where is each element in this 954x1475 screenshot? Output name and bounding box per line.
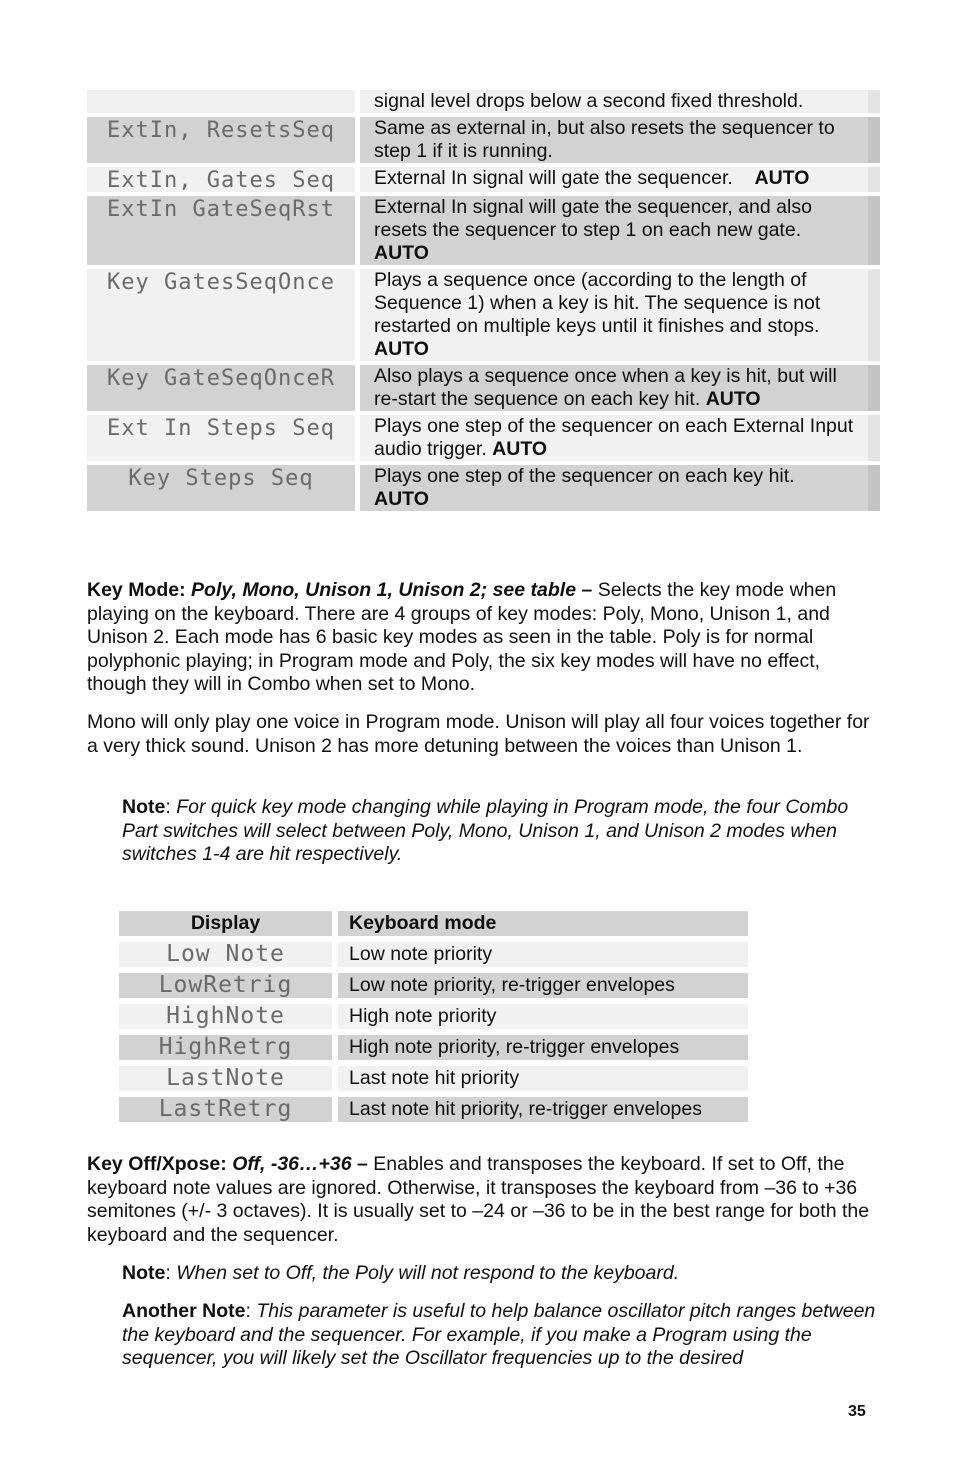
- page-number: 35: [848, 1403, 866, 1420]
- lcd-display-cell: Ext In Steps Seq: [87, 415, 355, 461]
- lcd-display-cell: LowRetrig: [119, 973, 332, 998]
- table-row: [119, 1066, 748, 1091]
- column-header-display: Display: [119, 911, 332, 936]
- lcd-display-cell: HighRetrg: [119, 1035, 332, 1060]
- description-cell: Also plays a sequence once when a key is hit, but will re-start the sequence on each key hit. AUTO: [360, 365, 880, 411]
- table-row: [119, 942, 748, 967]
- auto-label: AUTO: [705, 388, 761, 410]
- mono-unison-paragraph: Mono will only play one voice in Program mode. Unison will play all four voices together for a very thick sound. Unison 2 has more detuning between the voices than Unison 1.: [87, 711, 870, 757]
- note-label: Note: [122, 796, 166, 818]
- lcd-display-cell: Key GateSeqOnceR: [87, 365, 355, 411]
- sequencer-trigger-table: [87, 86, 880, 515]
- key-off-values: Off, -36…+36 –: [232, 1153, 368, 1175]
- lcd-display-cell: LastRetrg: [119, 1097, 332, 1122]
- table-row: [87, 196, 880, 265]
- table-row: [87, 90, 880, 113]
- key-mode-label: Key Mode:: [87, 579, 186, 601]
- table-row: [119, 1035, 748, 1060]
- mode-cell: High note priority: [338, 1004, 748, 1029]
- auto-label: AUTO: [374, 242, 429, 264]
- description-cell: External In signal will gate the sequencer. AUTO: [360, 167, 880, 192]
- description-cell: signal level drops below a second fixed threshold.: [360, 90, 880, 113]
- another-note-label: Another Note: [122, 1300, 246, 1322]
- key-mode-paragraph: Key Mode: Poly, Mono, Unison 1, Unison 2; see table – Selects the key mode when playing on the keyboard. There are 4 groups of key modes: Poly, Mono, Unison 1, and Unison 2. Each mode has 6 basic key modes as seen in the table. Poly is for normal polyphonic playing; in Program mode and Poly, the six key modes will have no effect, though they will in Combo when set to Mono.: [87, 579, 837, 695]
- table-row: [87, 465, 880, 511]
- another-note: Another Note: This parameter is useful to help balance oscillator pitch ranges between the keyboard and the sequencer. For example, if you make a Program using the sequencer, you will likely set the Oscillator frequencies up to the desired: [122, 1300, 876, 1369]
- lcd-display-cell: Key GatesSeqOnce: [87, 269, 355, 361]
- lcd-display-cell: Key Steps Seq: [87, 465, 355, 511]
- key-off-label: Key Off/Xpose:: [87, 1153, 227, 1175]
- table-row: [87, 365, 880, 411]
- mode-cell: High note priority, re-trigger envelopes: [338, 1035, 748, 1060]
- auto-label: AUTO: [492, 438, 548, 460]
- auto-label: AUTO: [374, 488, 429, 510]
- lcd-display-cell: ExtIn, ResetsSeq: [87, 117, 355, 163]
- lcd-display-cell: LastNote: [119, 1066, 332, 1091]
- key-off-paragraph: Key Off/Xpose: Off, -36…+36 – Enables and transposes the keyboard. If set to Off, the keyboard note values are ignored. Otherwise, it transposes the keyboard from –36 to +36 semitones (+/- 3 octaves). It is usually set to –24 or –36 to be in the best range for both the keyboard and the sequencer.: [87, 1153, 870, 1246]
- description-cell: Plays a sequence once (according to the length of Sequence 1) when a key is hit. The sequence is not restarted on multiple keys until it finishes and stops. AUTO: [360, 269, 880, 361]
- table-row: [119, 973, 748, 998]
- key-mode-note: Note: For quick key mode changing while playing in Program mode, the four Combo Part switches will select between Poly, Mono, Unison 1, and Unison 2 modes when switches 1-4 are hit respectively.: [122, 796, 849, 865]
- auto-label: AUTO: [754, 167, 810, 189]
- mode-cell: Last note hit priority, re-trigger envelopes: [338, 1097, 748, 1122]
- description-cell: Same as external in, but also resets the sequencer to step 1 if it is running.: [360, 117, 880, 163]
- table-row: [87, 269, 880, 361]
- table-row: [119, 1004, 748, 1029]
- description-cell: Plays one step of the sequencer on each key hit. AUTO: [360, 465, 880, 511]
- table-header-row: [119, 911, 748, 936]
- lcd-display-cell: ExtIn, Gates Seq: [87, 167, 355, 192]
- table-row: [87, 415, 880, 461]
- table-row: [87, 117, 880, 163]
- table-row: [87, 167, 880, 192]
- column-header-mode: Keyboard mode: [338, 911, 748, 936]
- mode-cell: Low note priority: [338, 942, 748, 967]
- auto-label: AUTO: [374, 338, 429, 360]
- key-mode-values: Poly, Mono, Unison 1, Unison 2; see table –: [191, 579, 593, 601]
- lcd-display-cell: ExtIn GateSeqRst: [87, 196, 355, 265]
- description-cell: Plays one step of the sequencer on each External Input audio trigger. AUTO: [360, 415, 880, 461]
- keyboard-mode-table: [119, 905, 748, 1128]
- mode-cell: Low note priority, re-trigger envelopes: [338, 973, 748, 998]
- mode-cell: Last note hit priority: [338, 1066, 748, 1091]
- description-cell: External In signal will gate the sequencer, and also resets the sequencer to step 1 on each new gate. AUTO: [360, 196, 880, 265]
- lcd-display-cell: [87, 90, 355, 113]
- lcd-display-cell: HighNote: [119, 1004, 332, 1029]
- table-row: [119, 1097, 748, 1122]
- key-off-note: Note: When set to Off, the Poly will not respond to the keyboard.: [122, 1262, 680, 1284]
- note-label: Note: [122, 1262, 166, 1284]
- lcd-display-cell: Low Note: [119, 942, 332, 967]
